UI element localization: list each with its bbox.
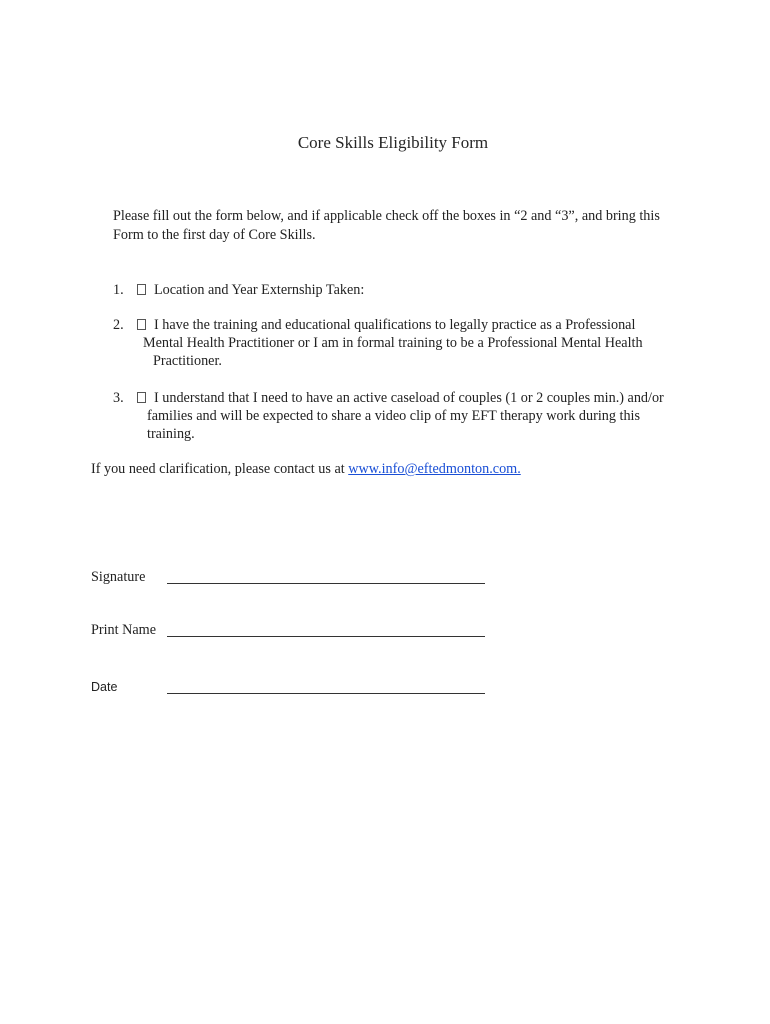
intro-paragraph: Please fill out the form below, and if applicable check off the boxes in “2 and “3”, and bring this Form to the first day of Core Skills. — [113, 208, 660, 243]
checkbox-icon[interactable] — [137, 319, 146, 330]
item-text-line: I have the training and educational qualifications to legally practice as a Professional — [154, 317, 636, 333]
date-label: Date — [91, 680, 118, 694]
signature-line[interactable] — [167, 583, 485, 584]
item-number: 2. — [113, 317, 124, 333]
signature-label: Signature — [91, 569, 146, 585]
item-text: Location and Year Externship Taken: — [154, 282, 365, 298]
checkbox-icon[interactable] — [137, 392, 146, 403]
item-text-line: training. — [147, 426, 195, 442]
item-number: 3. — [113, 390, 124, 406]
print-name-line[interactable] — [167, 636, 485, 637]
date-row — [91, 680, 117, 694]
checkbox-icon[interactable] — [137, 284, 146, 295]
print-name-row — [91, 622, 156, 639]
contact-email-link[interactable]: www.info@eftedmonton.com. — [348, 461, 521, 477]
form-item-3 — [113, 389, 703, 443]
item-text-line: families and will be expected to share a video clip of my EFT therapy work during this — [147, 408, 641, 424]
print-name-label: Print Name — [91, 622, 157, 638]
item-text-line: Mental Health Practitioner or I am in formal training to be a Professional Mental Health — [143, 335, 643, 351]
form-item-1 — [113, 281, 693, 299]
date-line[interactable] — [167, 693, 485, 694]
item-number: 1. — [113, 282, 124, 298]
clarification-text: If you need clarification, please contact us at — [91, 461, 349, 477]
signature-row — [91, 569, 145, 586]
item-text-line: I understand that I need to have an active caseload of couples (1 or 2 couples min.) and/or — [154, 390, 664, 406]
item-text-line: Practitioner. — [153, 353, 222, 369]
form-item-2 — [113, 316, 698, 370]
page-title: Core Skills Eligibility Form — [297, 133, 489, 152]
clarification-line — [91, 461, 521, 478]
